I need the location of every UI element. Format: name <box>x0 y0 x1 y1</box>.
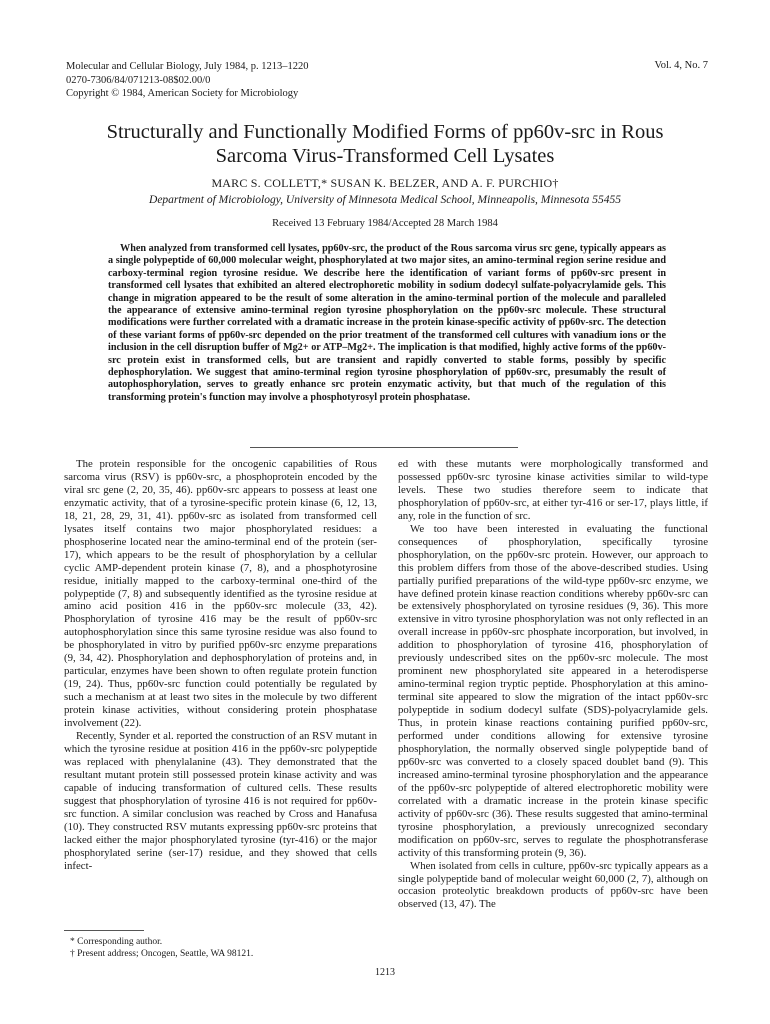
footnotes <box>64 936 384 960</box>
section-divider <box>250 447 518 448</box>
journal-header <box>66 60 309 101</box>
copyright-line: Copyright © 1984, American Society for Microbiology <box>66 88 299 99</box>
body-column-right <box>398 458 708 911</box>
title-line-1: Structurally and Functionally Modified Forms of pp60v-src in Rous <box>106 121 664 143</box>
paragraph: When isolated from cells in culture, pp60v-src typically appears as a single polypeptide band of molecular weight 60,000 (2, 7), although on occasion proteolytic breakdown products of pp60v-src have been observed (13, 47). The <box>398 859 708 911</box>
received-dates: Received 13 February 1984/Accepted 28 March 1984 <box>272 218 498 229</box>
paragraph: Recently, Synder et al. reported the construction of an RSV mutant in which the tyrosine residue at position 416 in the pp60v-src polypeptide was replaced with phenylalanine (43). They demonstrated that the resultant mutant protein still possessed protein kinase activity and was capable of inducing transformation of cultured cells. These results suggest that phosphorylation of tyrosine 416 is not required for pp60v-src function. A similar conclusion was reached by Cross and Hanafusa (10). They constructed RSV mutants expressing pp60v-src proteins that lacked either the major phosphorylated tyrosine (tyr-416) or the major phosphorylated serine (ser-17) residue, and they showed that cells infect- <box>64 730 377 872</box>
abstract: When analyzed from transformed cell lysates, pp60v-src, the product of the Rous sarcoma virus src gene, typically appears as a single polypeptide of 60,000 molecular weight, phosphorylated at two major sites, an amino-terminal region serine residue and carboxy-terminal region tyrosine residue. We describe here the identification of variant forms of pp60v-src present in transformed cell lysates that exhibited an altered electrophoretic mobility in sodium dodecyl sulfate-polyacrylamide gels. This change in migration appeared to be the result of some alteration in the amino-terminal portion of the molecule and paralleled the appearance of extensive amino-terminal region tyrosine phosphorylation on the pp60v-src molecule. These structural modifications were further correlated with a dramatic increase in the protein kinase-specific activity of pp60v-src. The detection of these variant forms of pp60v-src depended on the prior treatment of the transformed cell cultures with vanadium ions or the inclusion in the cell disruption buffer of Mg2+ or ATP–Mg2+. The implication is that modified, highly active forms of the pp60v-src protein exist in transformed cells, but are transient and rapidly converted to stable forms, possibly by specific dephosphorylation. We suggest that amino-terminal region tyrosine phosphorylation of pp60v-src, presumably the result of autophosphorylation, serves to greatly enhance src protein enzymatic activity, but that much of the regulation of this transforming protein's function may involve a phosphotyrosyl protein phosphatase. <box>108 243 666 403</box>
footnote-divider <box>64 930 144 931</box>
article-title <box>40 120 730 168</box>
paragraph: The protein responsible for the oncogenic capabilities of Rous sarcoma virus (RSV) is pp60v-src, a phosphoprotein encoded by the viral src gene (2, 20, 35, 46). pp60v-src appears to possess at least one enzymatic activity, that of a tyrosine-specific protein kinase (6, 12, 13, 18, 21, 28, 29, 31, 41). pp60v-src as isolated from transformed cell lysates itself contains two major phosphorylated residues: a phosphoserine located near the amino-terminal end of the protein (ser-17), which appears to be the result of phosphorylation by a cellular cyclic AMP-dependent protein kinase (7, 8), and a phosphotyrosine residue, initially mapped to the carboxy-terminal one-third of the polypeptide (7, 8) and subsequently identified as the tyrosine residue at amino acid position 416 in the pp60v-src molecule (33, 42). Phosphorylation of tyrosine 416 may be the result of pp60v-src autophosphorylation since this same tyrosine residue was also found to be phosphorylated in vitro by purified pp60v-src enzyme preparations (9, 34, 42). Phosphorylation and dephosphorylation of proteins and, in particular, enzymes have been shown to often regulate protein function (19, 24). Thus, pp60v-src function could potentially be regulated by such a mechanism at at least two sites in the molecule by two different protein kinase activities, without considering protein phosphatase involvement (22). <box>64 458 377 730</box>
journal-code: 0270-7306/84/071213-08$02.00/0 <box>66 74 211 86</box>
footnote-corresponding: * Corresponding author. <box>70 937 163 947</box>
journal-citation: Molecular and Cellular Biology, July 1984, p. 1213–1220 <box>66 61 309 72</box>
page-number: 1213 <box>375 967 395 978</box>
paragraph: ed with these mutants were morphologically transformed and possessed pp60v-src tyrosine kinase activities similar to wild-type levels. These two studies therefore seem to indicate that phosphorylation of pp60v-src, at either tyr-416 or ser-17, plays little, if any, role in the function of src. <box>398 458 708 522</box>
body-column-left <box>64 458 377 873</box>
footnote-present-address: † Present address; Oncogen, Seattle, WA 98121. <box>70 949 254 959</box>
volume-label: Vol. 4, No. 7 <box>654 60 708 71</box>
affiliation: Department of Microbiology, University of Minnesota Medical School, Minneapolis, Minnesota 55455 <box>149 194 621 206</box>
paragraph: We too have been interested in evaluating the functional consequences of phosphorylation, specifically tyrosine phosphorylation, on the pp60v-src protein. However, our approach to this problem differs from those of the above-described studies. Using partially purified preparations of the wild-type pp60v-src enzyme, we have defined protein kinase reaction conditions whereby pp60v-src can be extensively phosphorylated on tyrosine residues (9, 36). This more extensive in vitro tyrosine phosphorylation was not only reflected in an overall increase in pp60v-src phosphate incorporation, but involved, in addition to phosphorylation of tyrosine 416, phosphorylation of previously undescribed sites on the pp60v-src molecule. The most prominent new phosphorylated site appeared in a heterodisperse amino-terminal region tryptic peptide. Phosphorylation at this amino-terminal site appeared to slow the migration of the intact pp60v-src polypeptide in sodium dodecyl sulfate (SDS)-polyacrylamide gels. Thus, in protein kinase reactions containing purified pp60v-src, performed under conditions allowing for extensive tyrosine phosphorylation, the normally observed single polypeptide band of pp60v-src was converted to a closely spaced doublet band (9). This increased amino-terminal tyrosine phosphorylation and the appearance of the pp60v-src polypeptide of altered electrophoretic mobility were correlated with a dramatic increase in the protein kinase specific activity of pp60v-src (36). These results suggested that amino-terminal tyrosine phosphorylation, a previously unrecognized secondary modification on pp60v-src, serves to regulate the phosphotransferase activity of this transforming protein (9, 36). <box>398 522 708 859</box>
title-line-2: Sarcoma Virus-Transformed Cell Lysates <box>215 145 555 167</box>
author-list: MARC S. COLLETT,* SUSAN K. BELZER, AND A. F. PURCHIO† <box>211 176 559 190</box>
